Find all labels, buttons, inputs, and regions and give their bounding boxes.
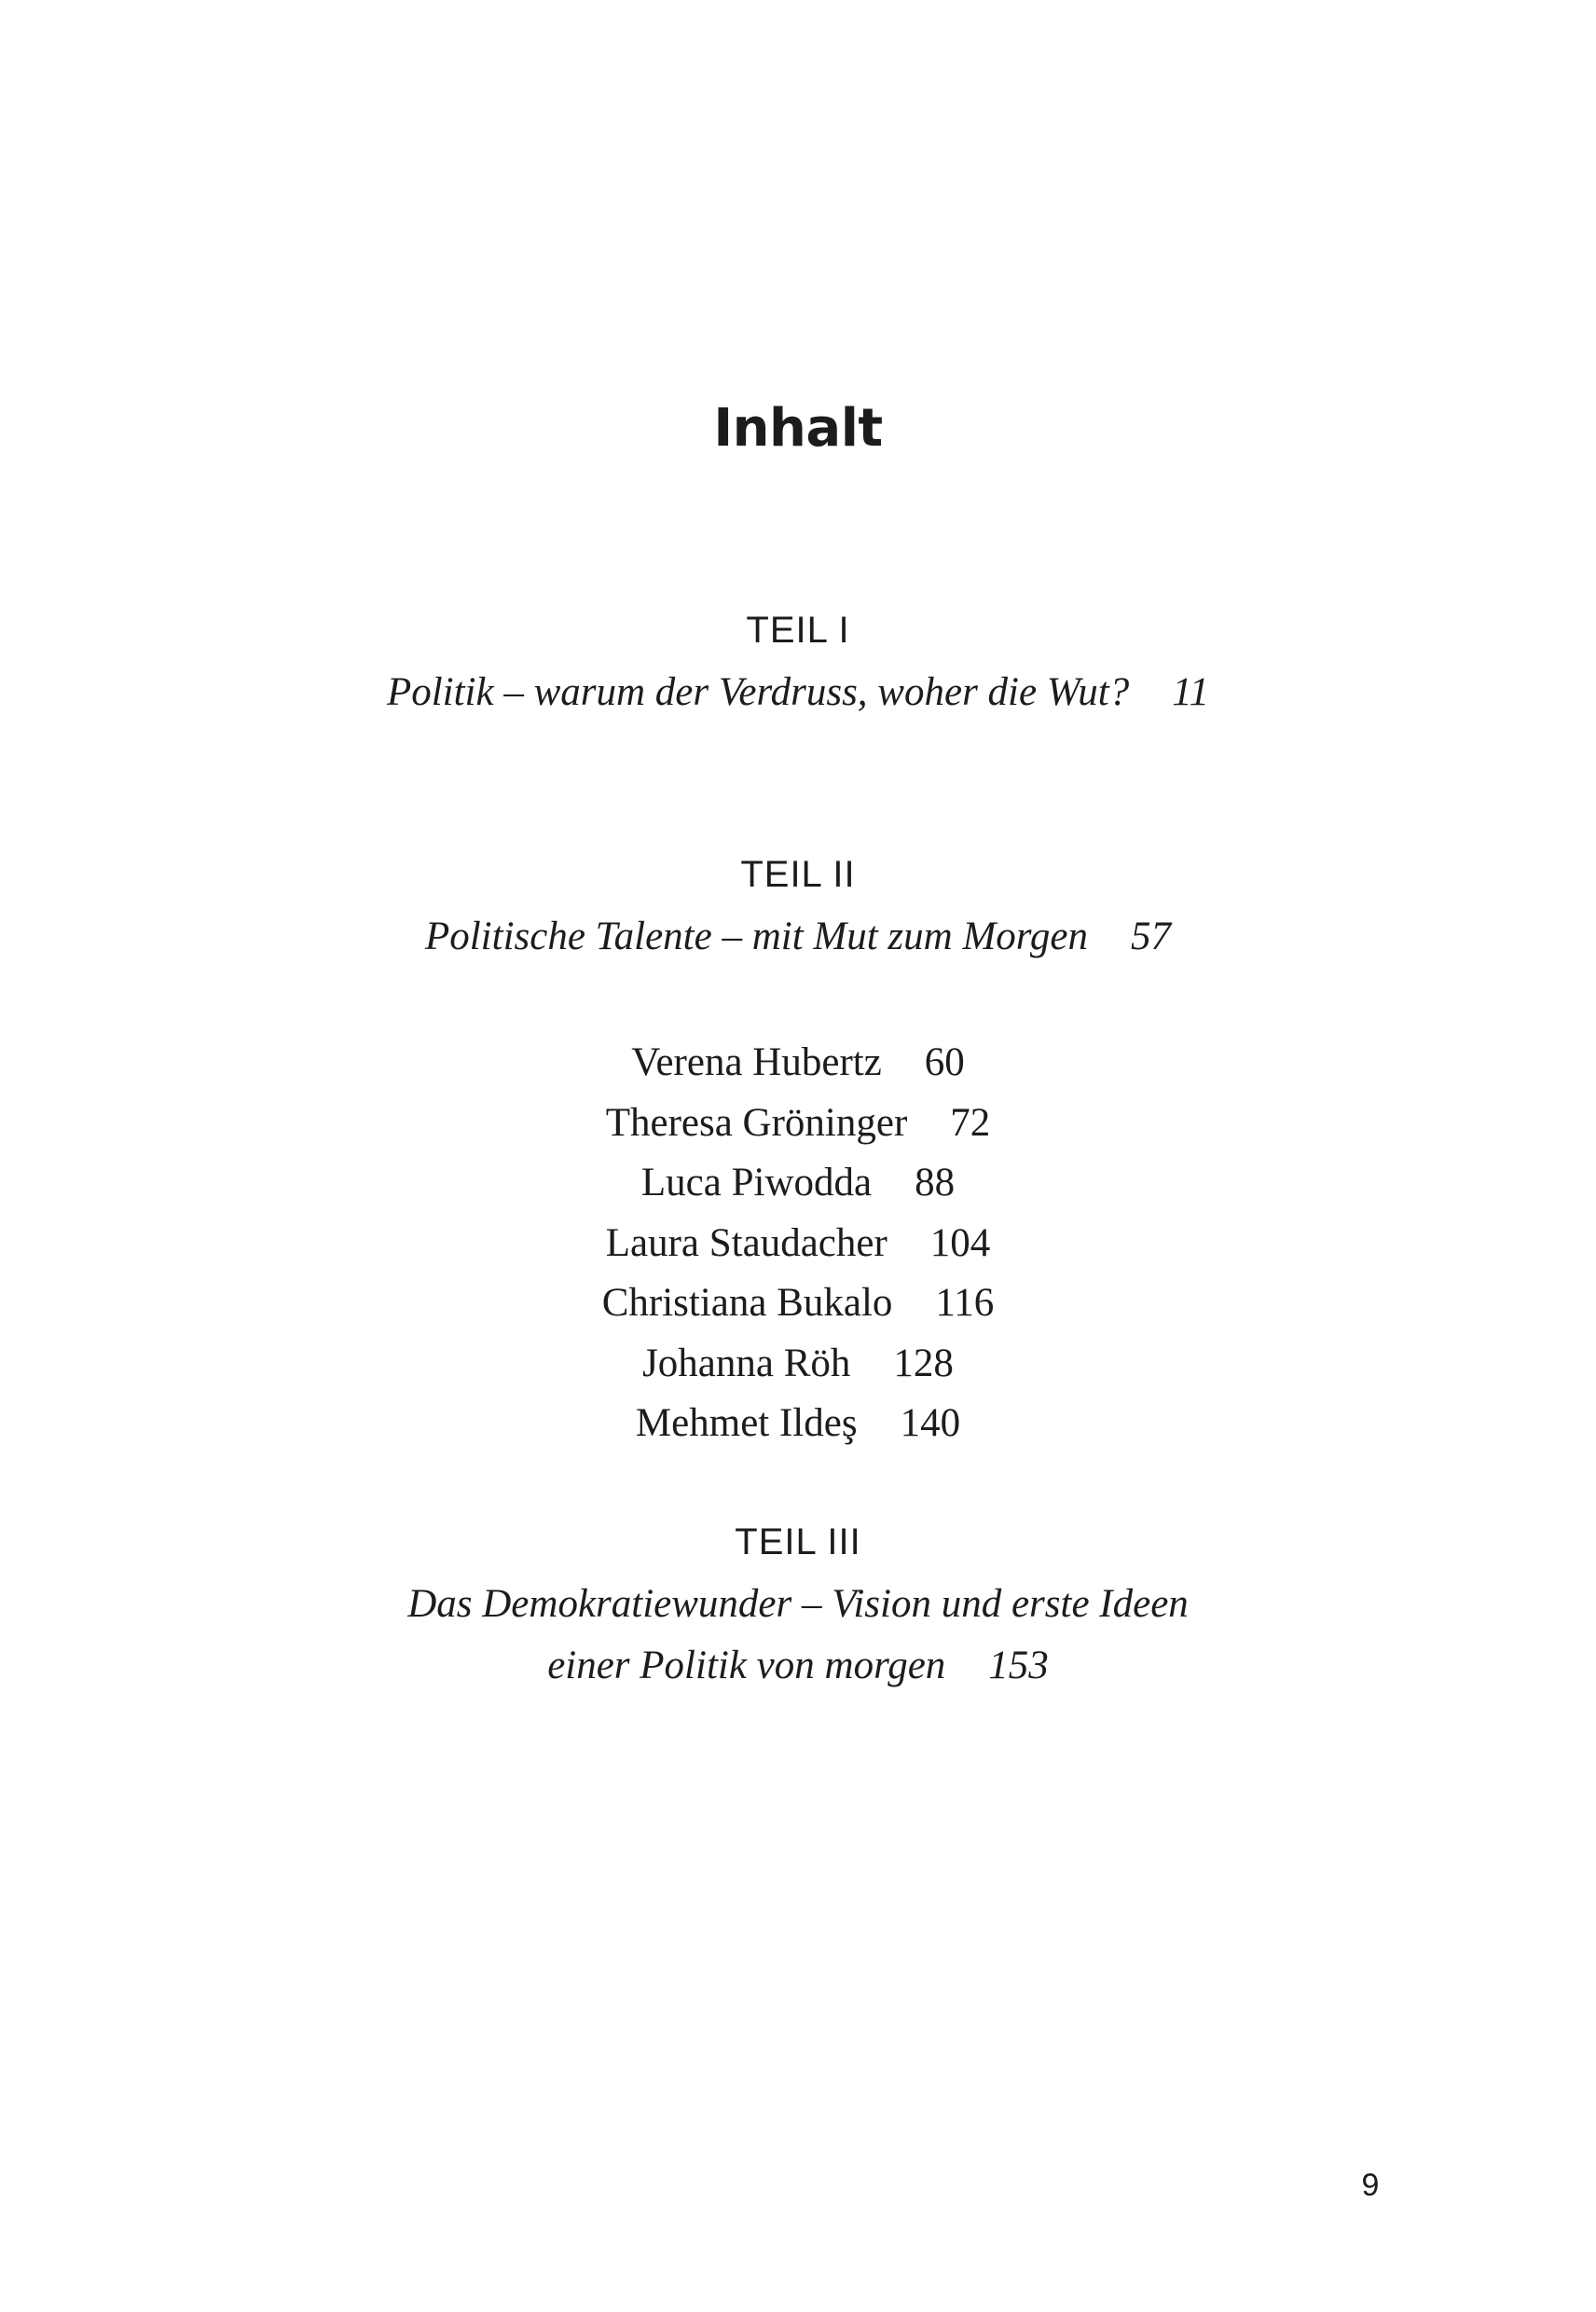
entry-name: Johanna Röh (642, 1341, 851, 1385)
part-1-label: TEIL I (746, 610, 850, 651)
part-3-title-line-1: Das Demokratiewunder – Vision und erste Ideen (407, 1582, 1189, 1626)
part-3-title-text: einer Politik von morgen (547, 1644, 946, 1687)
list-item (0, 1094, 1596, 1154)
list-item (0, 1334, 1596, 1395)
entry-page: 116 (935, 1281, 995, 1325)
list-item (0, 1394, 1596, 1454)
entry-page: 60 (924, 1040, 965, 1084)
part-2-title-text: Politische Talente – mit Mut zum Morgen (424, 915, 1089, 958)
list-item (0, 1153, 1596, 1214)
entry-name: Laura Staudacher (605, 1220, 887, 1265)
contributor-list (0, 1033, 1596, 1454)
entry-name: Christiana Bukalo (601, 1281, 893, 1325)
entry-name: Luca Piwodda (640, 1161, 873, 1204)
entry-page: 104 (929, 1220, 991, 1265)
entry-name: Mehmet Ildeş (635, 1401, 858, 1445)
list-item (0, 1273, 1596, 1334)
part-2-label: TEIL II (740, 854, 856, 895)
part-2-title (0, 906, 1596, 968)
page-number: 9 (1361, 2168, 1380, 2203)
part-1-page: 11 (1172, 670, 1210, 714)
entry-page: 140 (900, 1401, 961, 1445)
part-3-label: TEIL III (735, 1521, 861, 1562)
entry-page: 88 (915, 1161, 956, 1204)
page-title: Inhalt (713, 398, 883, 459)
entry-page: 72 (950, 1100, 991, 1145)
part-1-title (0, 662, 1596, 723)
entry-name: Verena Hubertz (631, 1040, 882, 1084)
list-item (0, 1033, 1596, 1094)
list-item (0, 1214, 1596, 1274)
part-1-title-text: Politik – warum der Verdruss, woher die Wut? (386, 670, 1130, 714)
entry-name: Theresa Gröninger (605, 1100, 908, 1145)
entry-page: 128 (893, 1341, 954, 1385)
part-3-page: 153 (988, 1644, 1049, 1687)
part-2-page: 57 (1131, 915, 1172, 958)
part-3-title-line-2 (0, 1635, 1596, 1697)
